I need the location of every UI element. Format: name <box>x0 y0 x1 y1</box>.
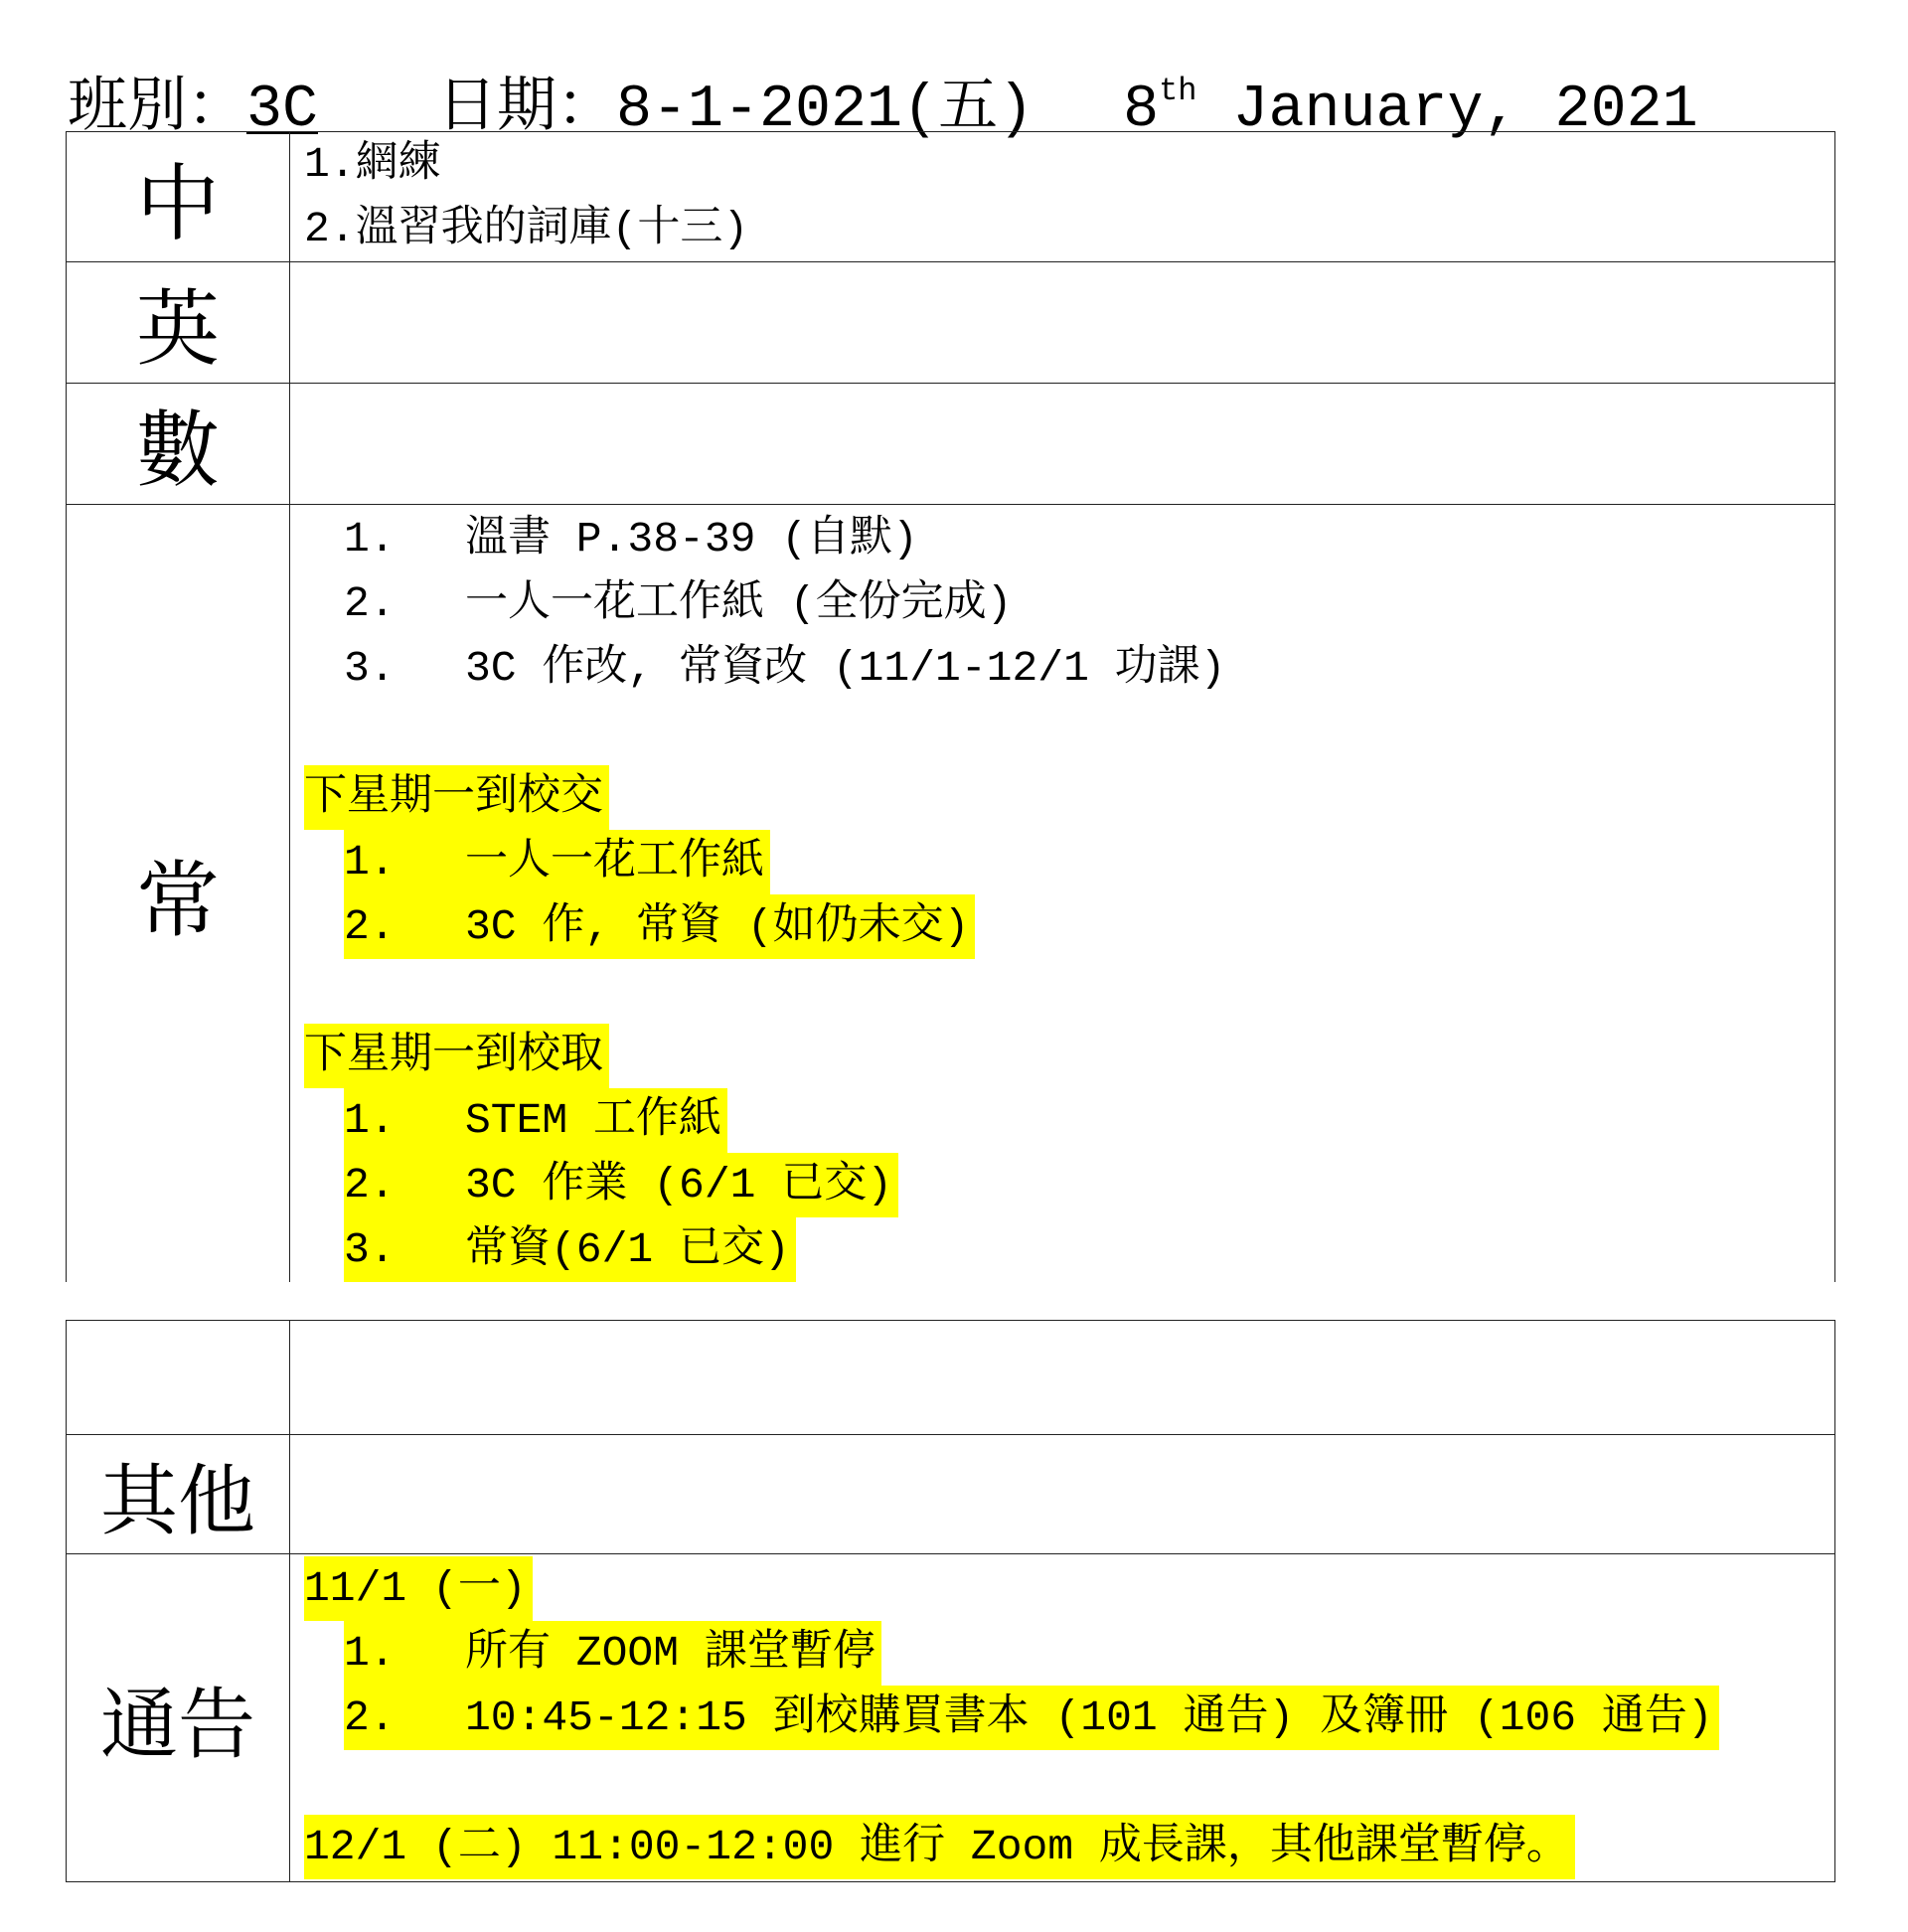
subject-other: 其他 <box>67 1435 290 1554</box>
list-item: 2. 10:45-12:15 到校購買書本 (101 通告) 及簿冊 (106 通告) <box>290 1686 1834 1750</box>
subject-english: 英 <box>67 262 290 384</box>
row-notice <box>67 1554 1835 1882</box>
list-item: 1. 一人一花工作紙 <box>290 830 1834 894</box>
row-math <box>67 384 1835 505</box>
notice-date: 11/1 (一) <box>290 1556 1834 1621</box>
row-other <box>67 1435 1835 1554</box>
date-label: 日期： <box>437 77 617 144</box>
subject-notice: 通告 <box>67 1554 290 1882</box>
content-english <box>290 262 1835 384</box>
content-notice <box>290 1554 1835 1882</box>
content-empty <box>290 1321 1835 1435</box>
list-item: 2. 一人一花工作紙 (全份完成) <box>344 579 1013 628</box>
header <box>68 52 1856 144</box>
list-item: 1. 所有 ZOOM 課堂暫停 <box>290 1621 1834 1686</box>
content-other <box>290 1435 1835 1554</box>
class-label: 班別： <box>68 77 246 144</box>
content-chinese <box>290 132 1835 262</box>
list-item: 2. 3C 作業 (6/1 已交) <box>290 1153 1834 1217</box>
content-math <box>290 384 1835 505</box>
collect-heading: 下星期一到校取 <box>290 1024 1834 1088</box>
subject-general: 常 <box>67 505 290 1283</box>
list-item: 1.網練 <box>304 140 441 189</box>
list-item: 2.溫習我的詞庫(十三) <box>304 205 749 253</box>
class-value: 3C <box>246 77 319 144</box>
subject-math: 數 <box>67 384 290 505</box>
list-item: 3. 3C 作改, 常資改 (11/1-12/1 功課) <box>344 644 1226 693</box>
list-item: 1. STEM 工作紙 <box>290 1088 1834 1153</box>
homework-table-lower <box>66 1320 1835 1882</box>
date-english: 8th January, 2021 <box>1123 73 1698 144</box>
subject-chinese: 中 <box>67 132 290 262</box>
row-general <box>67 505 1835 1283</box>
list-item: 3. 常資(6/1 已交) <box>290 1217 1834 1282</box>
row-empty <box>67 1321 1835 1435</box>
row-chinese <box>67 132 1835 262</box>
list-item: 2. 3C 作, 常資 (如仍未交) <box>290 894 1834 959</box>
list-item: 1. 溫書 P.38-39 (自默) <box>344 515 918 564</box>
notice-line: 12/1 (二) 11:00-12:00 進行 Zoom 成長課，其他課堂暫停。 <box>290 1815 1834 1879</box>
submit-heading: 下星期一到校交 <box>290 765 1834 830</box>
homework-table-upper <box>66 131 1835 1282</box>
content-general <box>290 505 1835 1283</box>
date-value: 8-1-2021(五) <box>616 77 1034 144</box>
subject-empty <box>67 1321 290 1435</box>
row-english <box>67 262 1835 384</box>
